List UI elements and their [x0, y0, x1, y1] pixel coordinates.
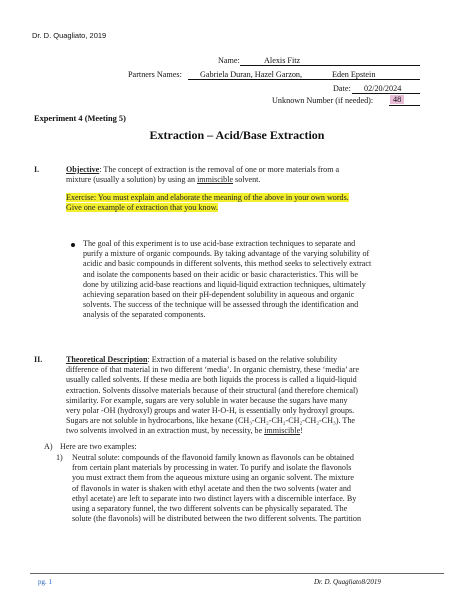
partners-label: Partners Names: — [128, 70, 182, 79]
footer-credit: Dr. D. Quagliato8/2019 — [314, 578, 381, 586]
list-a-text: Here are two examples: — [60, 442, 137, 451]
section-1-numeral: I. — [34, 165, 40, 174]
partners-value-2[interactable]: Eden Epstein — [332, 70, 376, 79]
list-1-label: 1) — [56, 453, 63, 462]
exercise-prompt: Exercise: You must explain and elaborate the meaning of the above in your own words. Give one example of extraction that you know. — [66, 193, 349, 213]
objective-heading: Objective — [66, 165, 100, 174]
theory-paragraph: Theoretical Description: Extraction of a material is based on the relative solubility difference of that material in two different ‘media’. In organic chemistry, these ‘media’ are usually called solvents. If these media are both liquids the process is called a liquid-liquid extraction. Solvents dissolve materials because of their structural (and therefore chemical) similarity. For example, sugars are very soluble in water because the sugars have many very polar -OH (hydroxyl) groups and water H-O-H, is essentially only hydroxyl groups. Sugars are not soluble in hydrocarbons, like hexane (CH₃-CH₂-CH₂-CH₂-CH₂-CH₃). The two solvents involved in an extraction must, by necessity, be immiscible! — [66, 355, 360, 436]
header-author: Dr. D. Quagliato, 2019 — [32, 31, 107, 40]
name-underline — [240, 65, 420, 66]
unknown-value[interactable]: 48 — [390, 95, 404, 104]
goal-paragraph[interactable]: The goal of this experiment is to use acid-base extraction techniques to separate and purify a mixture of organic compounds. By taking advantage of the varying solubility of acidic and basic compounds in different solvents, this method seeks to selectively extract and isolate the components based on their acidic or basic characteristics. This will be done by utilizing acid-base reactions and liquid-liquid extraction techniques, ultimately achieving separation based on their pH-dependent solubility in aqueous and organic solvents. The success of the technique will be assessed through the identification and analysis of the separated components. — [83, 239, 372, 320]
section-2-numeral: II. — [34, 355, 43, 364]
date-value[interactable]: 02/20/2024 — [364, 84, 402, 93]
neutral-solute-paragraph: Neutral solute: compounds of the flavonoid family known as flavonols can be obtained from certain plant materials by processing in water. To purify and isolate the flavonols you must extract them from the aqueous mixture using an organic solvent. The mixture of flavonols in water is shaken with ethyl acetate and then the two solvents (water and ethyl acetate) are left to separate into two distinct layers with a discernible interface. By using a separatory funnel, the two different solvents can be physically separated. The solute (the flavonols) will be distributed between the two different solvents. The partition — [72, 453, 361, 524]
date-label: Date: — [333, 84, 351, 93]
list-a-label: A) — [44, 442, 53, 451]
page-number: pg. 1 — [38, 578, 52, 586]
footer-divider — [30, 573, 444, 574]
unknown-label: Unknown Number (if needed): — [272, 96, 374, 105]
page-title: Extraction – Acid/Base Extraction — [149, 128, 325, 142]
theory-heading: Theoretical Description — [66, 355, 148, 364]
name-value[interactable]: Alexis Fitz — [264, 56, 301, 65]
partners-underline — [188, 79, 420, 80]
bullet-marker — [71, 243, 75, 247]
date-underline — [352, 93, 420, 94]
objective-paragraph: Objective: The concept of extraction is the removal of one or more materials from a mixture (usually a solution) by using an immiscible solvent. — [66, 165, 340, 185]
name-label: Name: — [218, 56, 240, 65]
unknown-underline — [389, 105, 420, 106]
experiment-heading: Experiment 4 (Meeting 5) — [34, 114, 126, 123]
partners-value[interactable]: Gabriela Duran, Hazel Garzon, — [200, 70, 303, 79]
